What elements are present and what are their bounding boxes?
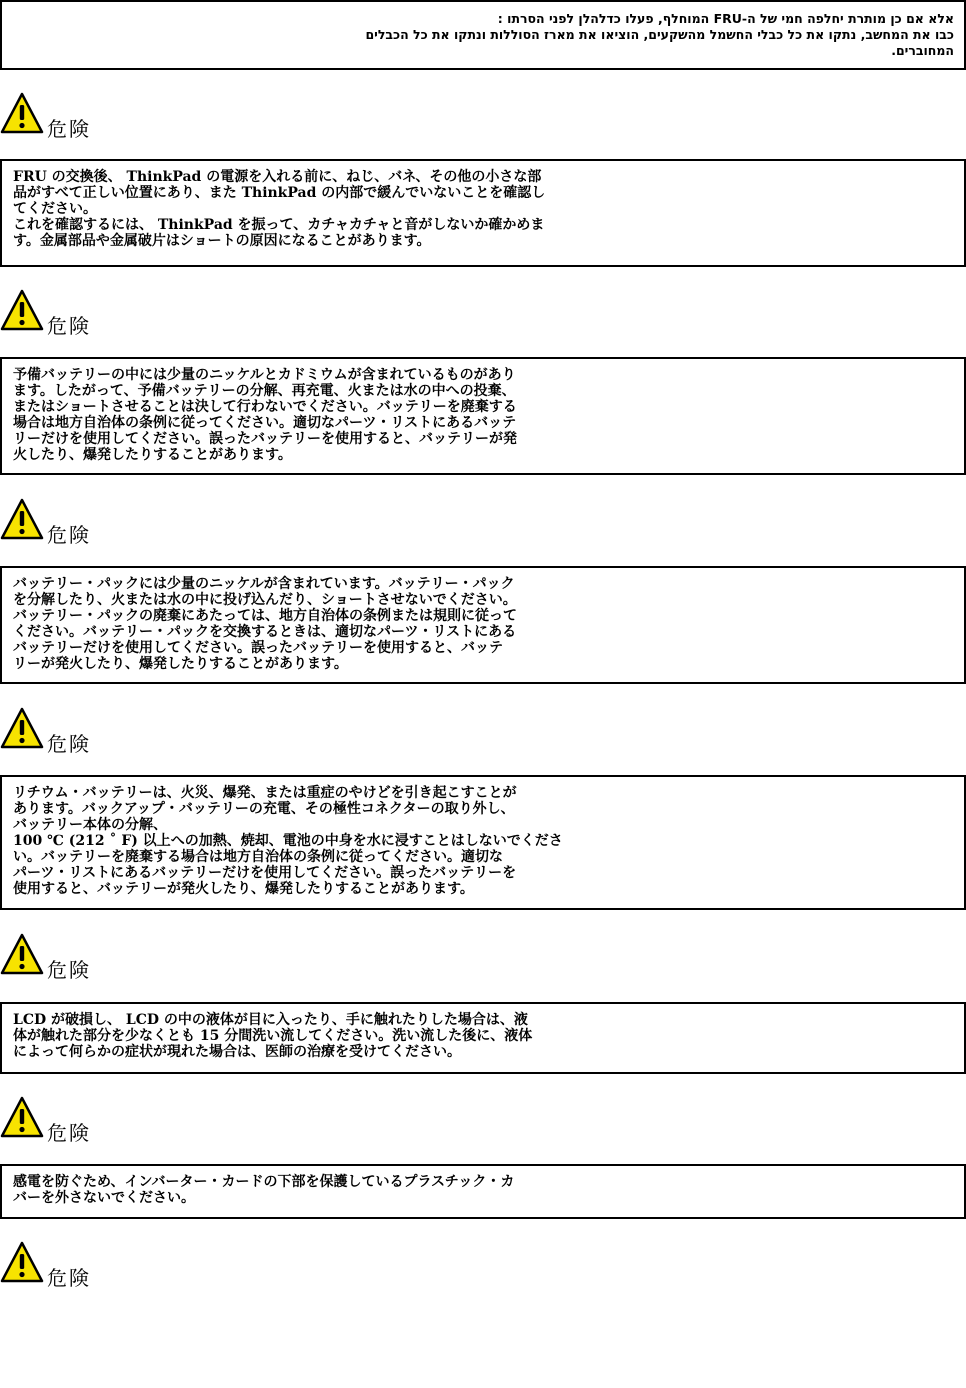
warning-line: リーが発火したり、爆発したりすることがあります。: [13, 656, 348, 672]
warning-line: 体が触れた部分を少なくとも 15 分間洗い流してください。洗い流した後に、液体: [13, 1028, 533, 1044]
warning-line: バッテリーだけを使用してください。誤ったバッテリーを使用すると、バッテ: [13, 640, 503, 656]
warning-line: 火したり、爆発したりすることがあります。: [13, 447, 292, 463]
hebrew-notice-box: [0, 0, 966, 70]
warning-line: バッテリー本体の分解、: [13, 817, 167, 833]
notice-line: כבו את המחשב, נתקו את כל כבלי החשמל מהשקעים, הוציאו את מארז הסוללות ונתקו את כל הכבלים: [365, 27, 954, 42]
danger-label: 危険: [47, 523, 91, 547]
warning-line: い。バッテリーを廃棄する場合は地方自治体の条例に従ってください。適切な: [13, 849, 503, 865]
warning-box: [0, 159, 966, 267]
warning-triangle-icon: [0, 92, 44, 134]
warning-line: てください。: [13, 201, 97, 217]
warning-box: [0, 1164, 966, 1219]
warning-line: リチウム・バッテリーは、火災、爆発、または重症のやけどを引き起こすことが: [13, 785, 517, 801]
warning-line: 使用すると、バッテリーが発火したり、爆発したりすることがあります。: [13, 881, 474, 897]
warning-line: またはショートさせることは決して行わないでください。バッテリーを廃棄する: [13, 399, 517, 415]
warning-line: す。金属部品や金属破片はショートの原因になることがあります。: [13, 233, 431, 249]
danger-heading: [0, 1241, 200, 1290]
danger-label: 危険: [47, 1266, 91, 1290]
notice-line: אלא אם כן מותרת יחלפה חמי של ה-FRU המוחלף, פעלו כדלהלן לפני הסרתו :: [497, 11, 954, 26]
warning-box: [0, 357, 966, 475]
warning-line: 予備バッテリーの中には少量のニッケルとカドミウムが含まれているものがあり: [13, 367, 516, 383]
warning-line: 品がすべて正しい位置にあり、また ThinkPad の内部で緩んでいないことを確認し: [13, 185, 546, 201]
warning-triangle-icon: [0, 289, 44, 331]
warning-line: FRU の交換後、 ThinkPad の電源を入れる前に、ねじ、バネ、その他の小さな部: [13, 169, 542, 185]
danger-heading: [0, 498, 200, 547]
warning-line: 場合は地方自治体の条例に従ってください。適切なパーツ・リストにあるバッテ: [13, 415, 517, 431]
warning-triangle-icon: [0, 498, 44, 540]
warning-box: [0, 775, 966, 910]
warning-line: バッテリー・パックには少量のニッケルが含まれています。バッテリー・パック: [13, 576, 515, 592]
warning-line: リーだけを使用してください。誤ったバッテリーを使用すると、バッテリーが発: [13, 431, 517, 447]
danger-label: 危険: [47, 1121, 91, 1145]
warning-line: 100 ℃ (212 ˚ F) 以上への加熱、焼却、電池の中身を水に浸すことはしないでくださ: [13, 833, 563, 849]
notice-line: המחוברים.: [891, 43, 954, 58]
danger-heading: [0, 289, 200, 338]
warning-triangle-icon: [0, 933, 44, 975]
danger-heading: [0, 92, 200, 141]
warning-line: を分解したり、火または水の中に投げ込んだり、ショートさせないでください。: [13, 592, 517, 608]
danger-label: 危険: [47, 314, 91, 338]
danger-label: 危険: [47, 958, 91, 982]
warning-line: パーツ・リストにあるバッテリーだけを使用してください。誤ったバッテリーを: [13, 865, 517, 881]
warning-triangle-icon: [0, 707, 44, 749]
warning-line: これを確認するには、 ThinkPad を振って、カチャカチャと音がしないか確かめま: [13, 217, 545, 233]
warning-box: [0, 1002, 966, 1074]
warning-line: ます。したがって、予備バッテリーの分解、再充電、火または水の中への投棄、: [13, 383, 516, 399]
warning-line: ください。バッテリー・パックを交換するときは、適切なパーツ・リストにある: [13, 624, 517, 640]
danger-heading: [0, 1096, 200, 1145]
danger-heading: [0, 707, 200, 756]
warning-box: [0, 566, 966, 684]
warning-line: バッテリー・パックの廃棄にあたっては、地方自治体の条例または規則に従って: [13, 608, 517, 624]
danger-heading: [0, 933, 200, 982]
danger-label: 危険: [47, 732, 91, 756]
warning-triangle-icon: [0, 1241, 44, 1283]
danger-label: 危険: [47, 117, 91, 141]
warning-line: バーを外さないでください。: [13, 1190, 195, 1206]
warning-line: 感電を防ぐため、インバーター・カードの下部を保護しているプラスチック・カ: [13, 1174, 515, 1190]
warning-line: あります。バックアップ・バッテリーの充電、その極性コネクターの取り外し、: [13, 801, 515, 817]
warning-line: によって何らかの症状が現れた場合は、医師の治療を受けてください。: [13, 1044, 461, 1060]
warning-line: LCD が破損し、 LCD の中の液体が目に入ったり、手に触れたりした場合は、液: [13, 1012, 528, 1028]
warning-triangle-icon: [0, 1096, 44, 1138]
